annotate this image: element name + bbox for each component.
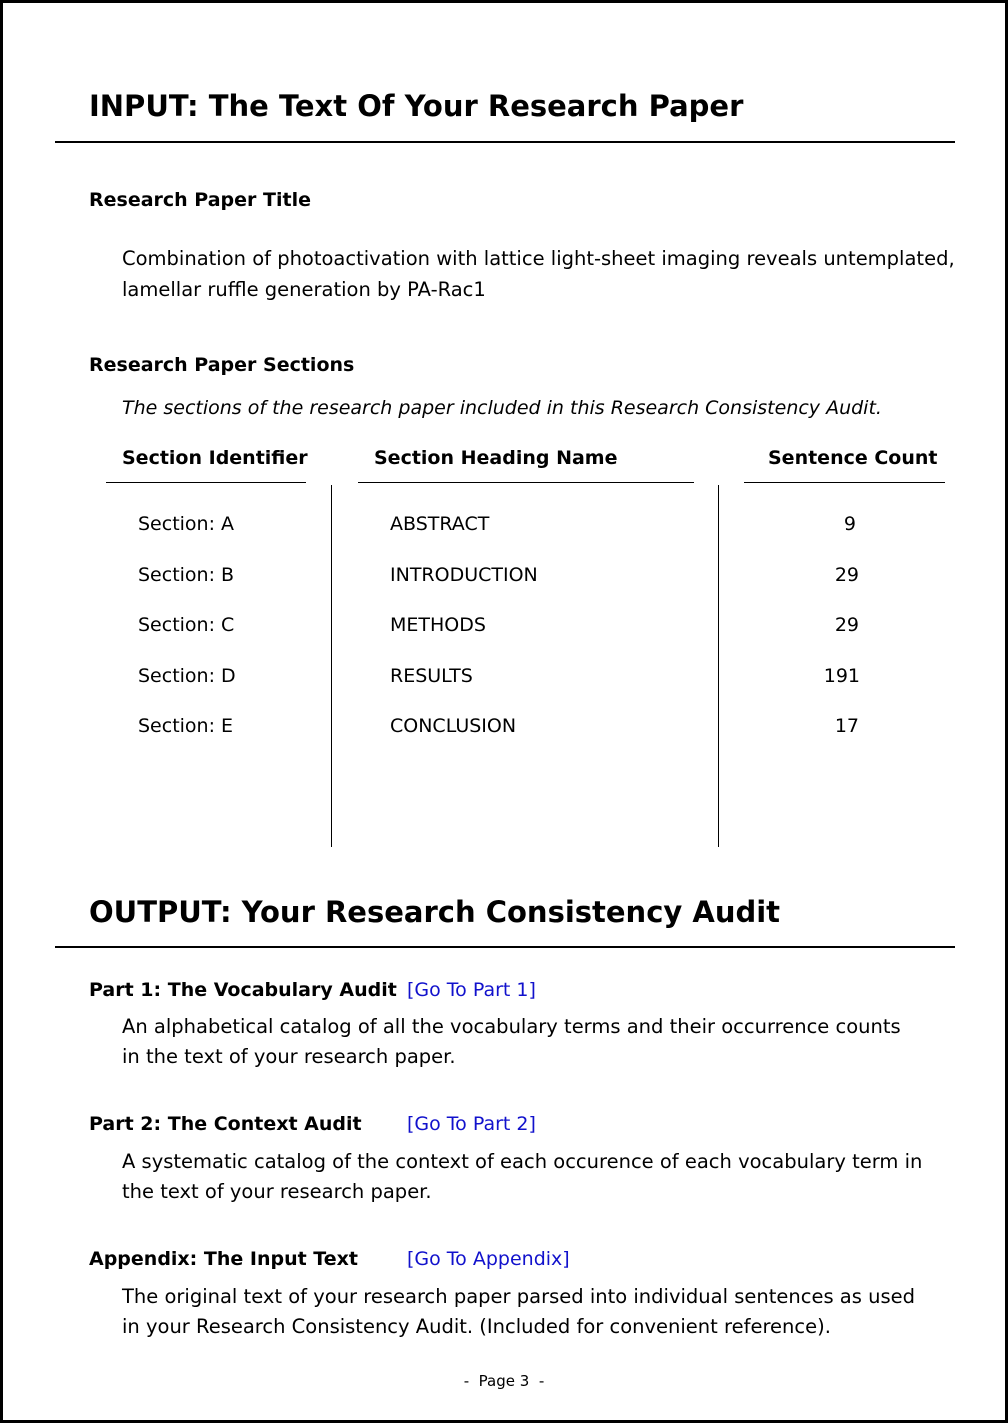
table-row-name: METHODS	[390, 614, 486, 636]
part-1-description	[122, 1012, 901, 1072]
input-heading: INPUT: The Text Of Your Research Paper	[89, 89, 744, 123]
table-row-id: Section: C	[138, 614, 235, 636]
table-row-name: INTRODUCTION	[390, 564, 538, 586]
output-heading-rule	[55, 946, 955, 948]
page-number: - Page 3 -	[463, 1372, 545, 1390]
column-rule-identifier	[106, 482, 306, 483]
table-row-id: Section: E	[138, 715, 234, 737]
table-row-count: 9	[843, 513, 856, 535]
table-row-count: 29	[834, 614, 859, 636]
table-row-count: 29	[834, 564, 859, 586]
table-row-name: CONCLUSION	[390, 715, 517, 737]
table-row-name: RESULTS	[390, 665, 473, 687]
research-paper-sections-label: Research Paper Sections	[89, 354, 355, 376]
appendix-title: Appendix: The Input Text	[89, 1248, 358, 1270]
title-line-2: lamellar ruffle generation by PA-Rac1	[122, 278, 486, 301]
part-1-description-line-1: An alphabetical catalog of all the vocabulary terms and their occurrence counts	[122, 1015, 901, 1038]
table-row-name: ABSTRACT	[390, 513, 490, 535]
part-1-description-line-2: in the text of your research paper.	[122, 1045, 456, 1068]
part-2-description	[122, 1147, 922, 1207]
column-rule-heading	[358, 482, 694, 483]
table-row-id: Section: A	[138, 513, 235, 535]
column-divider-2	[718, 485, 719, 847]
column-divider-1	[331, 485, 332, 847]
research-paper-title-label: Research Paper Title	[89, 189, 311, 211]
appendix-description-line-2: in your Research Consistency Audit. (Included for convenient reference).	[122, 1315, 831, 1338]
go-to-appendix-link[interactable]: [Go To Appendix]	[407, 1248, 570, 1270]
part-2-description-line-2: the text of your research paper.	[122, 1180, 432, 1203]
column-rule-count	[744, 482, 945, 483]
part-2-description-line-1: A systematic catalog of the context of each occurence of each vocabulary term in	[122, 1150, 923, 1173]
output-heading: OUTPUT: Your Research Consistency Audit	[89, 895, 781, 929]
title-line-1: Combination of photoactivation with lattice light-sheet imaging reveals untemplated,	[122, 247, 955, 270]
go-to-part-1-link[interactable]: [Go To Part 1]	[407, 979, 536, 1001]
table-row-count: 17	[834, 715, 859, 737]
column-header-section-identifier: Section Identifier	[122, 447, 308, 469]
table-row-id: Section: B	[138, 564, 235, 586]
table-row-id: Section: D	[138, 665, 236, 687]
sections-subtitle: The sections of the research paper included in this Research Consistency Audit.	[122, 397, 882, 419]
appendix-description	[122, 1282, 915, 1342]
appendix-description-line-1: The original text of your research paper parsed into individual sentences as used	[122, 1285, 916, 1308]
part-2-title: Part 2: The Context Audit	[89, 1113, 362, 1135]
go-to-part-2-link[interactable]: [Go To Part 2]	[407, 1113, 536, 1135]
input-heading-rule	[55, 141, 955, 143]
research-paper-title	[122, 243, 955, 305]
column-header-sentence-count: Sentence Count	[768, 447, 938, 469]
part-1-title: Part 1: The Vocabulary Audit	[89, 979, 397, 1001]
table-row-count: 191	[823, 665, 860, 687]
column-header-section-heading-name: Section Heading Name	[374, 447, 618, 469]
